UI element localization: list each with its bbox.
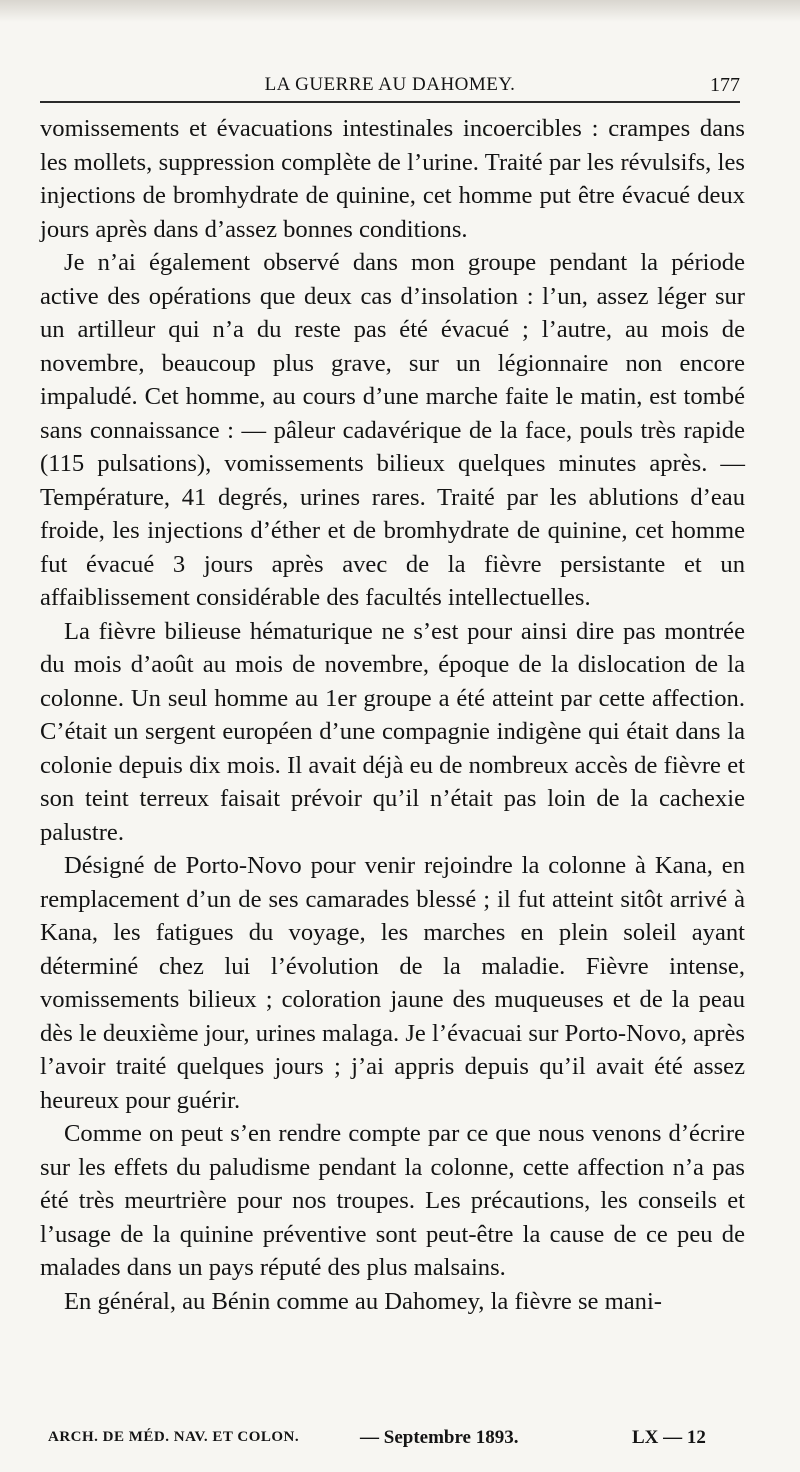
journal-signature: ARCH. DE MÉD. NAV. ET COLON. [48,1429,300,1445]
page-number: 177 [710,74,740,96]
paragraph: Désigné de Porto-Novo pour venir rejoindre la colonne à Kana, en remplacement d’un de ses camarades blessé ; il fut atteint sitôt arrivé à Kana, les fatigues du voyage, les marches en plein soleil ayant déterminé chez lui l’évolution de la maladie. Fièvre intense, vomissements bilieux ; coloration jaune des muqueuses et de la peau dès le deuxième jour, urines malaga. Je l’évacuai sur Porto-Novo, après l’avoir traité quelques jours ; j’ai appris depuis qu’il avait été assez heureux pour guérir. [40,852,745,1114]
page-top-edge [0,0,800,22]
issue-date: — Septembre 1893. [360,1427,519,1448]
paragraph: Je n’ai également observé dans mon groupe pendant la période active des opérations que deux cas d’insolation : l’un, assez léger sur un artilleur qui n’a du reste pas été évacué ; l’autre, au mois de novembre, beaucoup plus grave, sur un légionnaire non encore impaludé. Cet homme, au cours d’une marche faite le matin, est tombé sans connaissance : — pâleur cadavérique de la face, pouls très rapide (115 pulsations), vomissements bilieux quelques minutes après. — Température, 41 degrés, urines rares. Traité par les ablutions d’eau froide, les injections d’éther et de bromhydrate de quinine, cet homme fut évacué 3 jours après avec de la fièvre persistante et un affaiblissement considérable des facultés intellectuelles. [40,249,745,611]
paragraph: Comme on peut s’en rendre compte par ce que nous venons d’écrire sur les effets du paludisme pendant la colonne, cette affection n’a pas été très meurtrière pour nos troupes. Les précautions, les conseils et l’usage de la quinine préventive sont peut-être la cause de ce peu de malades dans un pays réputé des plus malsains. [40,1120,745,1281]
printer-signature: LX — 12 [632,1427,706,1448]
header-rule [40,101,740,103]
page-footer [40,1427,740,1457]
page-header [40,72,740,102]
paragraph: En général, au Bénin comme au Dahomey, la fièvre se mani- [64,1287,662,1315]
paragraph: La fièvre bilieuse hématurique ne s’est pour ainsi dire pas montrée du mois d’août au mois de novembre, époque de la dislocation de la colonne. Un seul homme au 1er groupe a été atteint par cette affection. C’était un sergent européen d’une compagnie indigène qui était dans la colonie depuis dix mois. Il avait déjà eu de nombreux accès de fièvre et son teint terreux faisait prévoir qu’il n’était pas loin de la cachexie palustre. [40,617,745,846]
paragraph: vomissements et évacuations intestinales incoercibles : crampes dans les mollets, suppression complète de l’urine. Traité par les révulsifs, les injections de bromhydrate de quinine, cet homme put être évacué deux jours après dans d’assez bonnes conditions. [40,115,745,243]
running-title: LA GUERRE AU DAHOMEY. [264,74,516,95]
body-text [40,112,745,1318]
